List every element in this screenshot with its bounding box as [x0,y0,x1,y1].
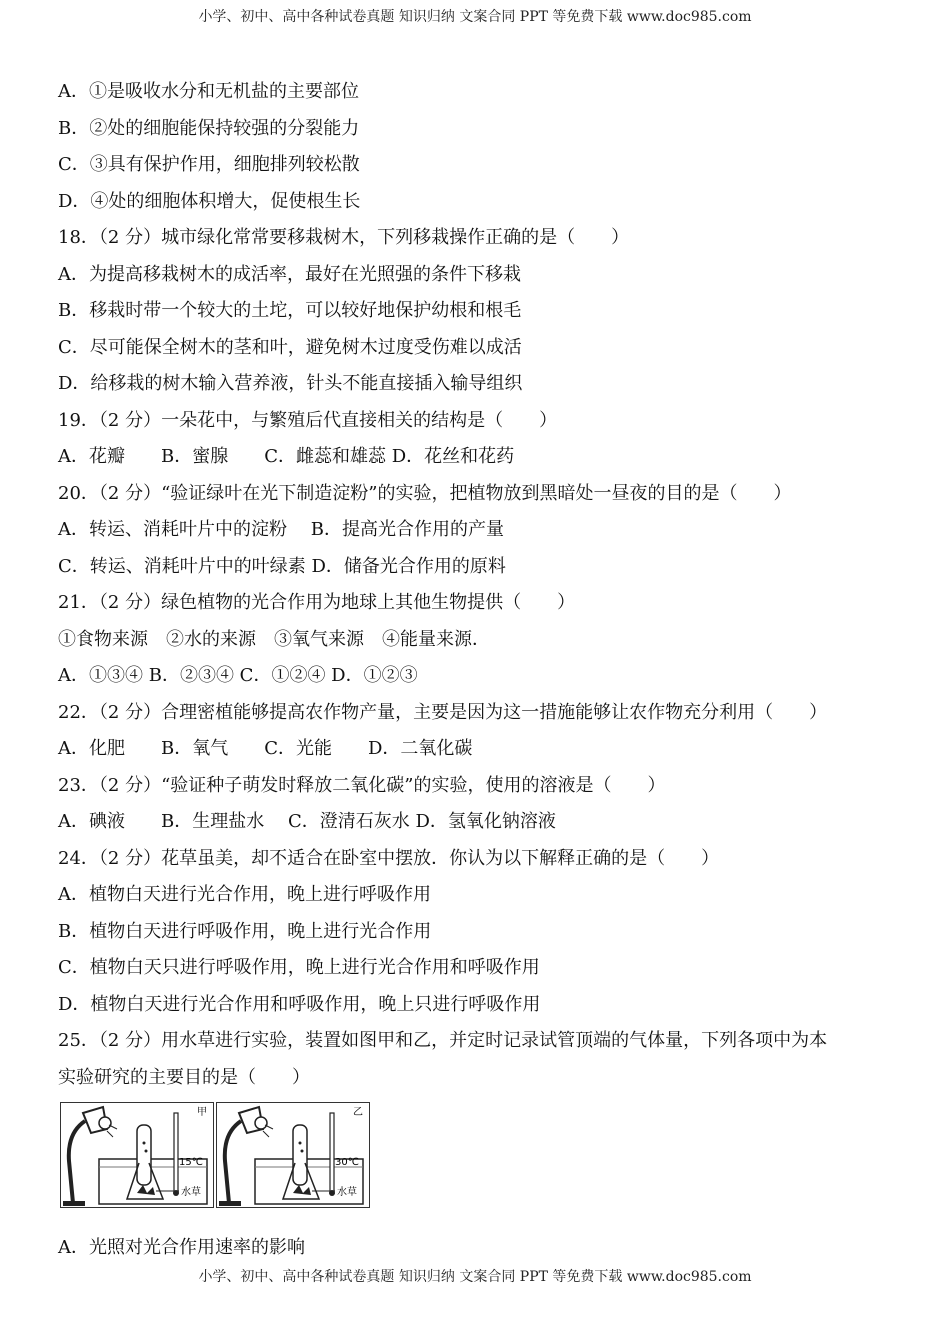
question-25-cont: 实验研究的主要目的是（ ） [58,1067,310,1088]
page-header: 小学、初中、高中各种试卷真题 知识归纳 文案合同 PPT 等免费下载 www.doc985.com [198,9,752,25]
option-17b: B．②处的细胞能保持较强的分裂能力 [58,118,360,139]
question-19: 19．（2 分）一朵花中，与繁殖后代直接相关的结构是（ ） [58,410,558,431]
option-24c: C．植物白天只进行呼吸作用，晚上进行光合作用和呼吸作用 [58,957,540,978]
question-20: 20．（2 分）“验证绿叶在光下制造淀粉”的实验，把植物放到黑暗处一昼夜的目的是（ ） [58,483,792,504]
options-20-cd: C．转运、消耗叶片中的叶绿素 D．储备光合作用的原料 [58,556,506,577]
figure-jia [60,1102,214,1208]
option-24a: A．植物白天进行光合作用，晚上进行呼吸作用 [58,884,431,905]
items-21: ①食物来源 ②水的来源 ③氧气来源 ④能量来源． [58,629,490,650]
question-25: 25．（2 分）用水草进行实验，装置如图甲和乙，并定时记录试管顶端的气体量，下列各项中为本 [58,1030,828,1051]
option-24d: D．植物白天进行光合作用和呼吸作用，晚上只进行呼吸作用 [58,994,541,1015]
option-17a: A．①是吸收水分和无机盐的主要部位 [58,81,359,102]
figure-yi [216,1102,370,1208]
option-17c: C．③具有保护作用，细胞排列较松散 [58,154,360,175]
figure-yi-plant: 水草 [337,1187,357,1198]
figure-jia-plant: 水草 [181,1187,201,1198]
question-24: 24．（2 分）花草虽美，却不适合在卧室中摆放．你认为以下解释正确的是（ ） [58,848,720,869]
options-19: A．花瓣 B．蜜腺 C．雌蕊和雄蕊 D．花丝和花药 [58,446,515,467]
figure-jia-label: 甲 [197,1107,207,1118]
options-22: A．化肥 B．氧气 C．光能 D．二氧化碳 [58,738,473,759]
option-18b: B．移栽时带一个较大的土坨，可以较好地保护幼根和根毛 [58,300,522,321]
question-21: 21．（2 分）绿色植物的光合作用为地球上其他生物提供（ ） [58,592,576,613]
option-18a: A．为提高移栽树木的成活率，最好在光照强的条件下移栽 [58,264,521,285]
option-18c: C．尽可能保全树木的茎和叶，避免树木过度受伤难以成活 [58,337,522,358]
question-23: 23．（2 分）“验证种子萌发时释放二氧化碳”的实验，使用的溶液是（ ） [58,775,666,796]
option-24b: B．植物白天进行呼吸作用，晚上进行光合作用 [58,921,432,942]
option-17d: D．④处的细胞体积增大，促使根生长 [58,191,361,212]
question-18: 18．（2 分）城市绿化常常要移栽树木，下列移栽操作正确的是（ ） [58,227,630,248]
option-25a: A．光照对光合作用速率的影响 [58,1237,305,1258]
option-18d: D．给移栽的树木输入营养液，针头不能直接插入输导组织 [58,373,523,394]
figure-yi-label: 乙 [353,1107,363,1118]
page-footer: 小学、初中、高中各种试卷真题 知识归纳 文案合同 PPT 等免费下载 www.doc985.com [198,1269,752,1285]
figure-yi-temperature: 30℃ [335,1157,359,1168]
options-21: A．①③④ B．②③④ C．①②④ D．①②③ [58,665,418,686]
figure-jia-temperature: 15℃ [179,1157,203,1168]
question-22: 22．（2 分）合理密植能够提高农作物产量，主要是因为这一措施能够让农作物充分利用（ ） [58,702,828,723]
options-20-ab: A．转运、消耗叶片中的淀粉 B．提高光合作用的产量 [58,519,504,540]
options-23: A．碘液 B．生理盐水 C．澄清石灰水 D．氢氧化钠溶液 [58,811,556,832]
